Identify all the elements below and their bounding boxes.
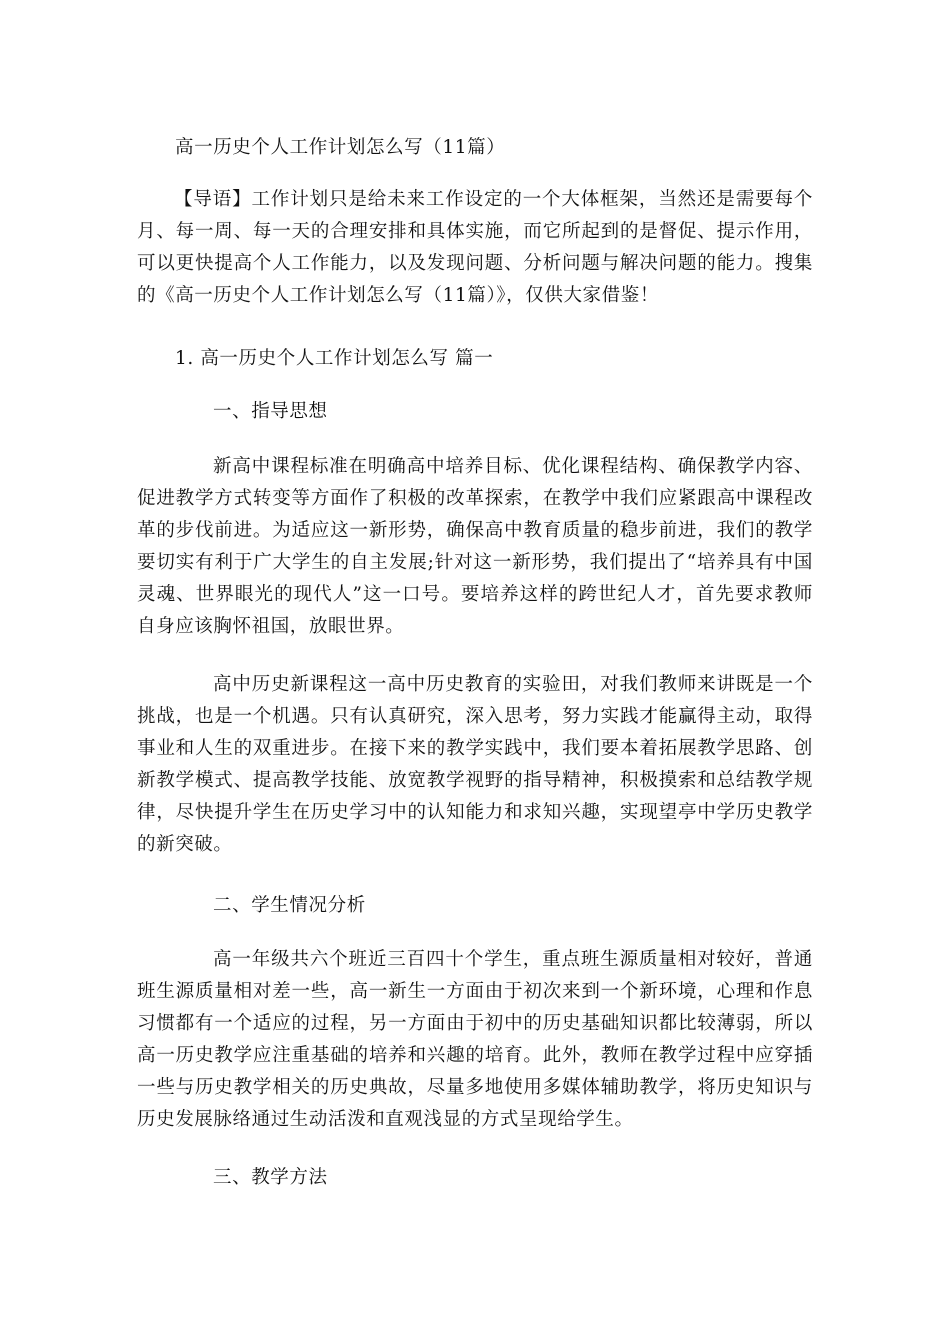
paragraph-student-analysis: 高一年级共六个班近三百四十个学生，重点班生源质量相对较好，普通班生源质量相对差一些，高一新生一方面由于初次来到一个新环境，心理和作息习惯都有一个适应的过程，另一方面由于初中的历史基础知识都比较薄弱，所以高一历史教学应注重基础的培养和兴趣的培育。此外，教师在教学过程中应穿插一些与历史教学相关的历史典故，尽量多地使用多媒体辅助教学，将历史知识与历史发展脉络通过生动活泼和直观浅显的方式呈现给学生。 <box>137 949 813 1130</box>
intro-paragraph: 【导语】工作计划只是给未来工作设定的一个大体框架，当然还是需要每个月、每一周、每一天的合理安排和具体实施，而它所起到的是督促、提示作用，可以更快提高个人工作能力，以及发现问题、分析问题与解决问题的能力。搜集的《高一历史个人工作计划怎么写（11篇）》，仅供大家借鉴！ <box>137 189 813 306</box>
subheading-guiding-thought: 一、指导思想 <box>213 401 328 422</box>
subheading-student-analysis: 二、学生情况分析 <box>213 895 366 916</box>
document-title: 高一历史个人工作计划怎么写（11篇） <box>175 137 506 158</box>
section-heading: 1. 高一历史个人工作计划怎么写 篇一 <box>175 348 494 369</box>
paragraph-guiding-1: 新高中课程标准在明确高中培养目标、优化课程结构、确保教学内容、促进教学方式转变等方面作了积极的改革探索，在教学中我们应紧跟高中课程改革的步伐前进。为适应这一新形势，确保高中教育质量的稳步前进，我们的教学要切实有利于广大学生的自主发展;针对这一新形势，我们提出了“培养具有中国灵魂、世界眼光的现代人”这一口号。要培养这样的跨世纪人才，首先要求教师自身应该胸怀祖国，放眼世界。 <box>137 456 813 637</box>
paragraph-guiding-2: 高中历史新课程这一高中历史教育的实验田，对我们教师来讲既是一个挑战，也是一个机遇。只有认真研究，深入思考，努力实践才能赢得主动，取得事业和人生的双重进步。在接下来的教学实践中，我们要本着拓展教学思路、创新教学模式、提高教学技能、放宽教学视野的指导精神，积极摸索和总结教学规律，尽快提升学生在历史学习中的认知能力和求知兴趣，实现望亭中学历史教学的新突破。 <box>137 674 813 855</box>
subheading-teaching-methods: 三、教学方法 <box>213 1167 328 1188</box>
